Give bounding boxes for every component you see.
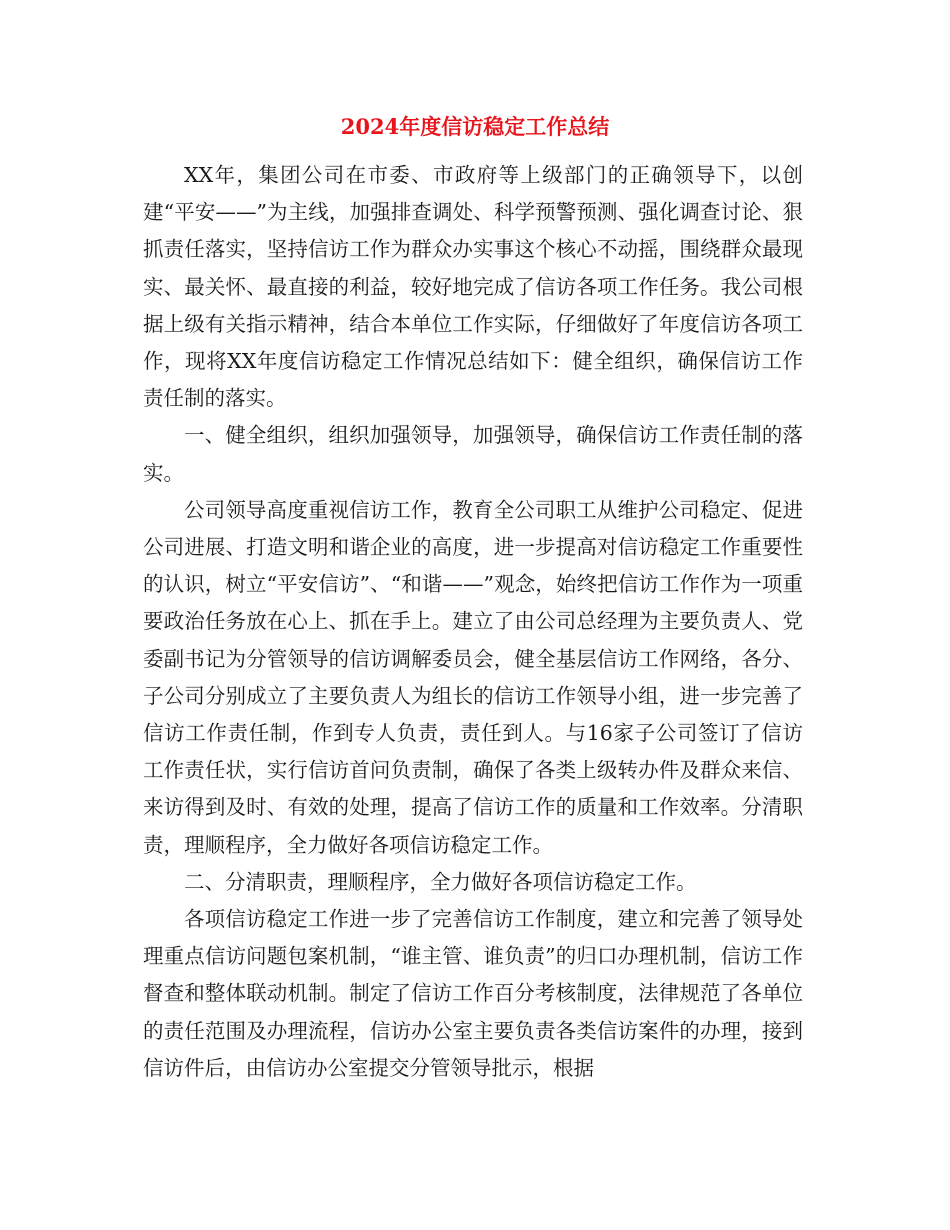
paragraph-section-1: 公司领导高度重视信访工作，教育全公司职工从维护公司稳定、促进公司进展、打造文明和谐企业的高度，进一步提高对信访稳定工作重要性的认识，树立“平安信访”、“和谐——”观念，始终把信访工作作为一项重要政治任务放在心上、抓在手上。建立了由公司总经理为主要负责人、党委副书记为分管领导的信访调解委员会，健全基层信访工作网络，各分、子公司分别成立了主要负责人为组长的信访工作领导小组，进一步完善了信访工作责任制，作到专人负责，责任到人。与16家子公司签订了信访工作责任状，实行信访首问负责制，确保了各类上级转办件及群众来信、来访得到及时、有效的处理，提高了信访工作的质量和工作效率。分清职责，理顺程序，全力做好各项信访稳定工作。 (143, 497, 803, 857)
document-body (143, 157, 803, 1087)
paragraph-intro: XX年，集团公司在市委、市政府等上级部门的正确领导下，以创建“平安——”为主线，加强排查调处、科学预警预测、强化调查讨论、狠抓责任落实，坚持信访工作为群众办实事这个核心不动摇，围绕群众最现实、最关怀、最直接的利益，较好地完成了信访各项工作任务。我公司根据上级有关指示精神，结合本单位工作实际，仔细做好了年度信访各项工作，现将XX年度信访稳定工作情况总结如下：健全组织，确保信访工作责任制的落实。 (143, 163, 803, 411)
section-heading-2: 二、分清职责，理顺程序，全力做好各项信访稳定工作。 (184, 869, 697, 894)
document-title: 2024年度信访稳定工作总结 (340, 114, 610, 139)
paragraph-section-2: 各项信访稳定工作进一步了完善信访工作制度，建立和完善了领导处理重点信访问题包案机制，“谁主管、谁负责”的归口办理机制，信访工作督查和整体联动机制。制定了信访工作百分考核制度，法律规范了各单位的责任范围及办理流程，信访办公室主要负责各类信访案件的办理，接到信访件后，由信访办公室提交分管领导批示，根据 (143, 907, 803, 1080)
section-heading-1: 一、健全组织，组织加强领导，加强领导，确保信访工作责任制的落实。 (143, 423, 803, 485)
